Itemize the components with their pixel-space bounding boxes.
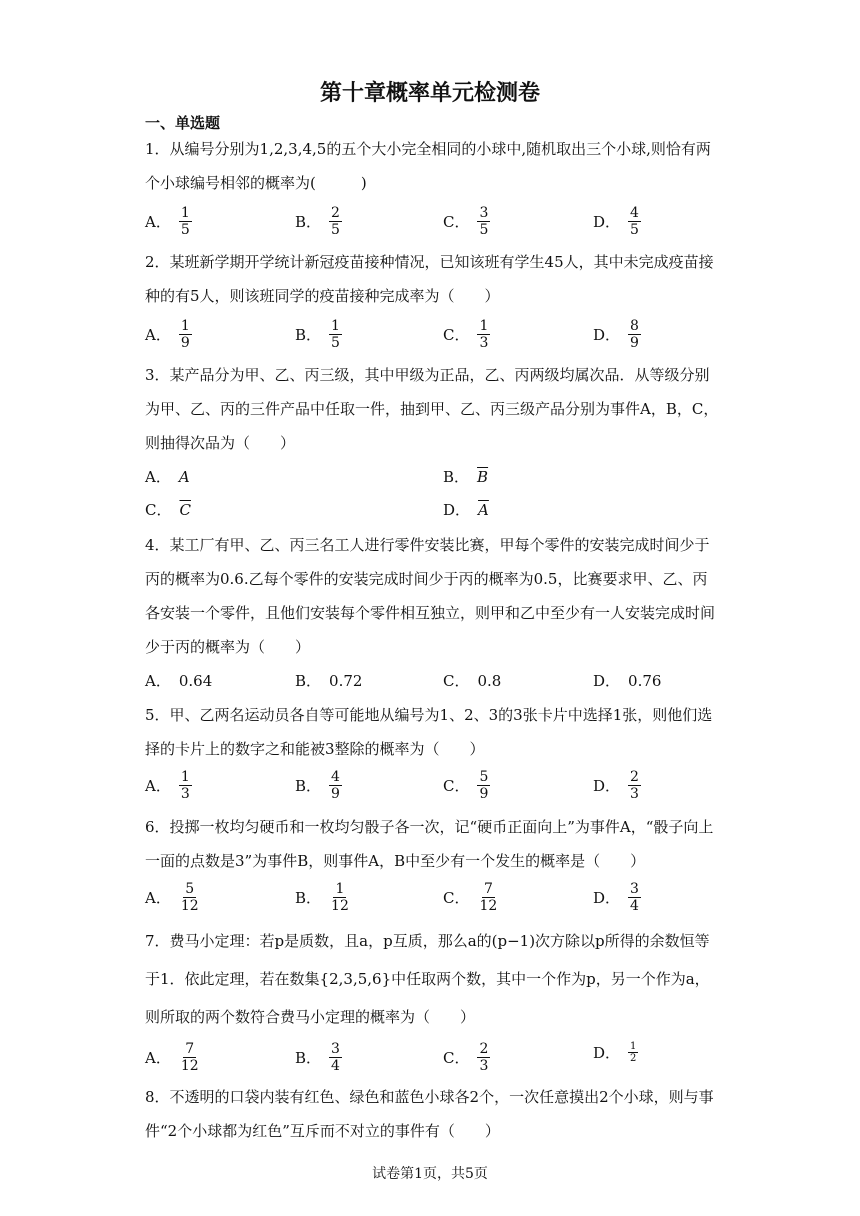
question-stem: 从编号分别为1,2,3,4,5的五个大小完全相同的小球中,随机取出三个小球,则恰有两个小球编号相邻的概率为( )	[145, 140, 711, 192]
option-c[interactable]	[443, 769, 490, 802]
option-b[interactable]	[443, 466, 488, 487]
fraction: $\frac{5}{9}$	[479, 769, 489, 802]
fraction: $\frac{1}{12}$	[331, 881, 349, 914]
option-label: C．	[443, 213, 470, 231]
question-1	[145, 132, 720, 200]
question-4	[145, 528, 720, 664]
question-number: 8．	[145, 1088, 170, 1106]
page-footer: 试卷第1页，共5页	[372, 1166, 488, 1182]
option-d[interactable]	[443, 499, 489, 520]
option-label: D．	[593, 889, 621, 907]
option-label: C．	[443, 672, 470, 690]
option-a[interactable]	[145, 466, 190, 487]
option-a[interactable]	[145, 881, 201, 914]
question-number: 4．	[145, 536, 170, 554]
option-d[interactable]	[593, 881, 641, 914]
option-text: A	[178, 467, 190, 486]
fraction: $\frac{3}{4}$	[331, 1041, 340, 1074]
section-heading: 一、单选题	[145, 114, 221, 132]
question-5	[145, 698, 720, 766]
question-number: 7．	[145, 932, 170, 950]
fraction: $\frac{1}{3}$	[180, 769, 190, 802]
option-label: A．	[145, 889, 171, 907]
option-a[interactable]	[145, 318, 192, 351]
option-text: 0.72	[329, 671, 363, 690]
option-b[interactable]	[295, 205, 342, 238]
fraction: $\frac{5}{12}$	[180, 881, 199, 914]
question-number: 2．	[145, 253, 170, 271]
option-label: A．	[145, 777, 171, 795]
option-c[interactable]	[443, 318, 490, 351]
question-number: 5．	[145, 706, 170, 724]
option-d[interactable]	[593, 769, 641, 802]
fraction: $\frac{1}{2}$	[630, 1041, 637, 1064]
option-label: D．	[443, 501, 471, 519]
exam-title: 第十章概率单元检测卷	[319, 81, 540, 106]
fraction: $\frac{7}{12}$	[479, 881, 498, 914]
option-label: B．	[295, 213, 322, 231]
option-label: A．	[145, 672, 171, 690]
option-d[interactable]	[593, 205, 641, 238]
option-c[interactable]	[443, 205, 490, 238]
option-b[interactable]	[295, 670, 362, 691]
option-c[interactable]	[443, 670, 501, 691]
option-c[interactable]	[443, 1041, 490, 1074]
option-a[interactable]	[145, 769, 192, 802]
option-c[interactable]	[443, 881, 499, 914]
option-label: A．	[145, 1049, 171, 1067]
option-text: $\overline{C}$	[179, 500, 191, 519]
question-stem: 某产品分为甲、乙、丙三级，其中甲级为正品，乙、丙两级均属次品．从等级分别为甲、乙、丙的三件产品中任取一件，抽到甲、乙、丙三级产品分别为事件A，B，C，则抽得次品为（ ）	[145, 366, 719, 452]
option-text: $\overline{A}$	[478, 500, 489, 519]
option-a[interactable]	[145, 670, 212, 691]
option-label: D．	[593, 672, 621, 690]
question-stem: 某班新学期开学统计新冠疫苗接种情况，已知该班有学生45人，其中未完成疫苗接种的有5人，则该班同学的疫苗接种完成率为（ ）	[145, 253, 714, 305]
option-label: B．	[295, 777, 322, 795]
fraction: $\frac{7}{12}$	[180, 1041, 199, 1074]
option-b[interactable]	[295, 769, 342, 802]
question-7	[145, 922, 720, 1036]
fraction: $\frac{2}{5}$	[331, 205, 340, 238]
question-2	[145, 245, 720, 313]
option-label: A．	[145, 326, 171, 344]
option-c[interactable]	[145, 499, 191, 520]
question-number: 3．	[145, 366, 170, 384]
option-label: C．	[443, 326, 470, 344]
question-stem: 甲、乙两名运动员各自等可能地从编号为1、2、3的3张卡片中选择1张，则他们选择的卡片上的数字之和能被3整除的概率为（ ）	[145, 706, 713, 758]
option-label: D．	[593, 777, 621, 795]
fraction: $\frac{1}{3}$	[479, 318, 489, 351]
option-label: D．	[593, 213, 621, 231]
option-label: B．	[295, 672, 322, 690]
question-8	[145, 1080, 720, 1148]
fraction: $\frac{8}{9}$	[630, 318, 639, 351]
option-text: 0.64	[178, 671, 213, 690]
option-label: D．	[593, 326, 621, 344]
option-label: A．	[145, 213, 171, 231]
option-text: $\overline{B}$	[477, 467, 489, 486]
option-d[interactable]	[593, 1041, 638, 1064]
fraction: $\frac{4}{9}$	[331, 769, 340, 802]
fraction: $\frac{3}{4}$	[630, 881, 639, 914]
option-b[interactable]	[295, 1041, 342, 1074]
question-stem: 投掷一枚均匀硬币和一枚均匀骰子各一次，记“硬币正面向上”为事件A，“骰子向上一面的点数是3”为事件B，则事件A，B中至少有一个发生的概率是（ ）	[145, 818, 714, 870]
option-label: B．	[443, 468, 470, 486]
option-b[interactable]	[295, 318, 342, 351]
fraction: $\frac{4}{5}$	[630, 205, 639, 238]
option-label: A．	[145, 468, 171, 486]
fraction: $\frac{1}{9}$	[180, 318, 190, 351]
fraction: $\frac{1}{5}$	[180, 205, 190, 238]
question-number: 1．	[145, 140, 170, 158]
option-label: C．	[443, 777, 470, 795]
option-label: C．	[443, 889, 470, 907]
option-label: D．	[593, 1044, 621, 1062]
option-text: 0.76	[628, 671, 662, 690]
option-a[interactable]	[145, 1041, 201, 1074]
fraction: $\frac{1}{5}$	[331, 318, 340, 351]
fraction: $\frac{2}{3}$	[479, 1041, 489, 1074]
option-label: B．	[295, 889, 322, 907]
option-label: C．	[145, 501, 172, 519]
option-label: C．	[443, 1049, 470, 1067]
question-3	[145, 358, 720, 460]
option-d[interactable]	[593, 670, 661, 691]
question-number: 6．	[145, 818, 170, 836]
fraction: $\frac{3}{5}$	[479, 205, 489, 238]
question-stem: 某工厂有甲、乙、丙三名工人进行零件安装比赛，甲每个零件的安装完成时间少于丙的概率为0.6.乙每个零件的安装完成时间少于丙的概率为0.5，比赛要求甲、乙、丙各安装一个零件，且他们安装每个零件相互独立，则甲和乙中至少有一人安装完成时间少于丙的概率为（ ）	[145, 536, 716, 656]
option-label: B．	[295, 1049, 322, 1067]
option-label: B．	[295, 326, 322, 344]
option-b[interactable]	[295, 881, 351, 914]
question-stem: 不透明的口袋内装有红色、绿色和蓝色小球各2个，一次任意摸出2个小球，则与事件“2个小球都为红色”互斥而不对立的事件有（ ）	[145, 1088, 714, 1140]
question-6	[145, 810, 720, 878]
option-text: 0.8	[477, 671, 502, 690]
option-a[interactable]	[145, 205, 192, 238]
option-d[interactable]	[593, 318, 641, 351]
fraction: $\frac{2}{3}$	[630, 769, 639, 802]
question-stem: 费马小定理：若p是质数，且a，p互质，那么a的(p−1)次方除以p所得的余数恒等于1．依此定理，若在数集{2,3,5,6}中任取两个数，其中一个作为p，另一个作为a，则所取的两个数符合费马小定理的概率为（ ）	[145, 932, 710, 1026]
